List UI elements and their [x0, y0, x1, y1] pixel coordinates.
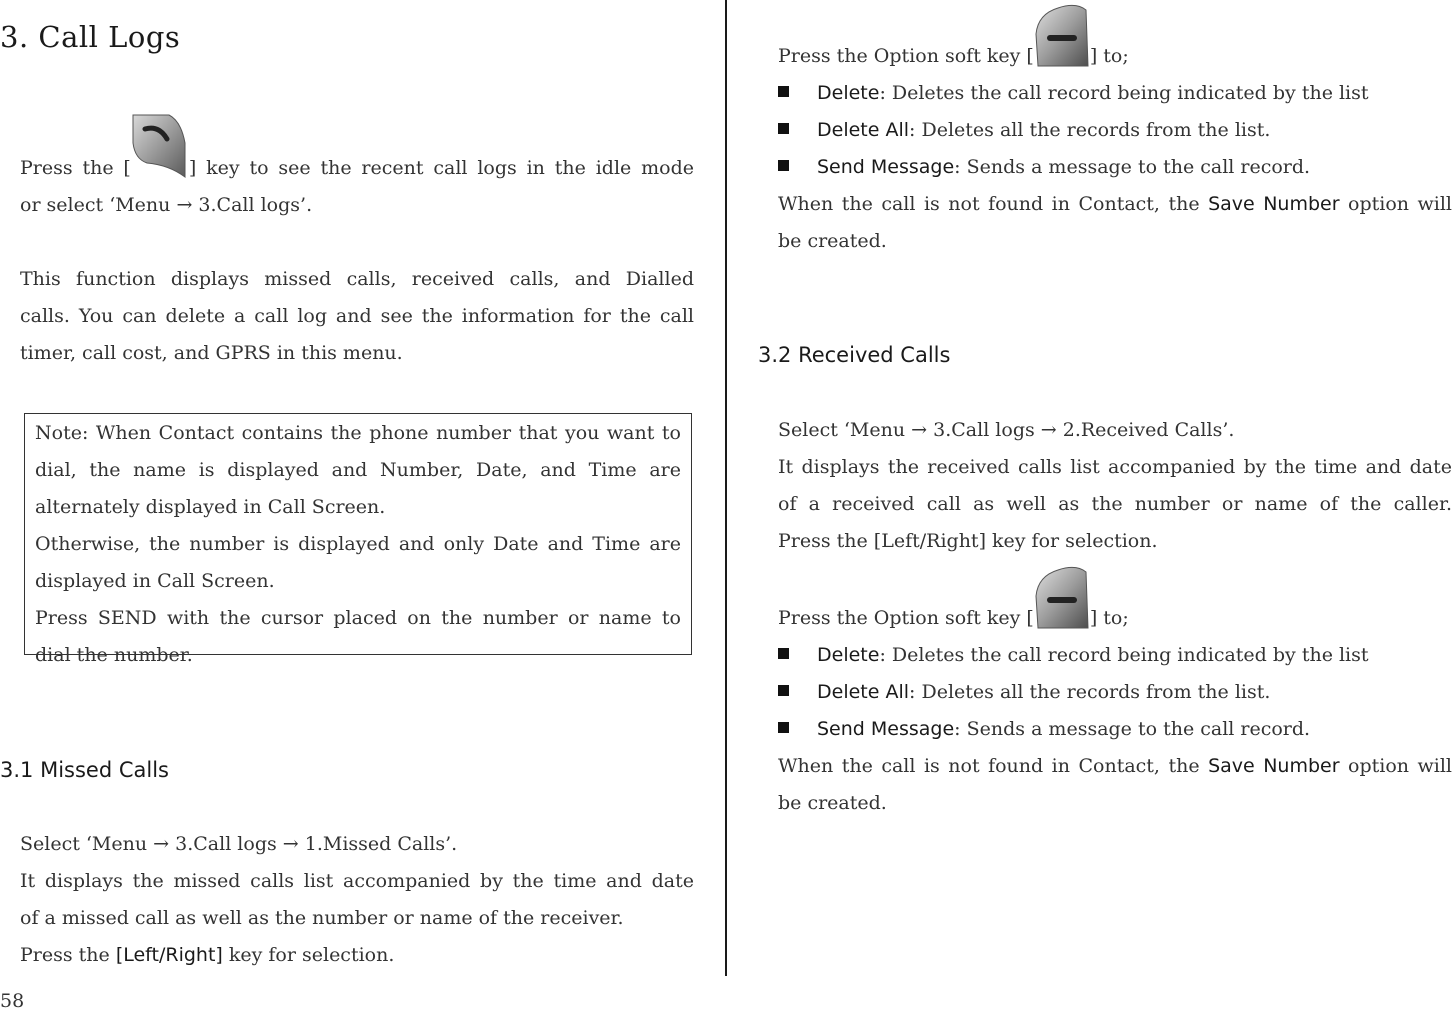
arrow-icon: →	[911, 419, 928, 441]
option-soft-key-icon	[1034, 38, 1090, 75]
page-number: 58	[0, 990, 25, 1012]
arrow-icon: →	[176, 194, 193, 216]
option-paragraph-received: Press the Option soft key [ ] to; Delete: Deletes the call record being indicated by the list Delete All: Deletes all the records from the list. Send Message: Sends a message to the call record. When the call is not found in Contact, the Save Number option will be created.	[778, 600, 1452, 822]
bullet-item: Send Message: Sends a message to the call record.	[778, 711, 1452, 748]
note-box: Note: When Contact contains the phone number that you want to dial, the name is displayed and Number, Date, and Time are alternately displayed in Call Screen. Otherwise, the number is displayed and only Date and Time are displayed in Call Screen. Press SEND with the cursor placed on the number or name to dial the number.	[24, 413, 692, 655]
intro-paragraph: Press the [ ] key to see the recent call logs in the idle mode or select ‘Menu → 3.Call logs’.	[20, 150, 694, 224]
bullet-item: Send Message: Sends a message to the call record.	[778, 149, 1452, 186]
description-paragraph: This function displays missed calls, received calls, and Dialled calls. You can delete a call log and see the information for the call timer, call cost, and GPRS in this menu.	[20, 268, 694, 364]
send-key-icon	[131, 150, 189, 187]
bullet-item: Delete: Deletes the call record being indicated by the list	[778, 75, 1452, 112]
bullet-square-icon	[778, 86, 789, 97]
bullet-square-icon	[778, 685, 789, 696]
missed-calls-heading: 3.1 Missed Calls	[0, 758, 169, 782]
arrow-icon: →	[282, 833, 299, 855]
option-soft-key-icon	[1034, 600, 1090, 637]
option-paragraph-top: Press the Option soft key [ ] to; Delete: Deletes the call record being indicated by the list Delete All: Deletes all the records from the list. Send Message: Sends a message to the call record. When the call is not found in Contact, the Save Number option will be created.	[778, 38, 1452, 260]
arrow-icon: →	[1040, 419, 1057, 441]
bullet-square-icon	[778, 123, 789, 134]
key-label: [Left/Right]	[115, 944, 223, 966]
bullet-square-icon	[778, 160, 789, 171]
bullet-item: Delete All: Deletes all the records from the list.	[778, 112, 1452, 149]
received-calls-heading: 3.2 Received Calls	[758, 343, 951, 367]
bullet-item: Delete: Deletes the call record being indicated by the list	[778, 637, 1452, 674]
section-title: 3. Call Logs	[0, 20, 181, 54]
bullet-square-icon	[778, 722, 789, 733]
bullet-item: Delete All: Deletes all the records from the list.	[778, 674, 1452, 711]
column-divider	[725, 0, 727, 976]
arrow-icon: →	[153, 833, 170, 855]
missed-calls-paragraph: Select ‘Menu → 3.Call logs → 1.Missed Calls’. It displays the missed calls list accompanied by the time and date of a missed call as well as the number or name of the receiver. Press the [Left/Right] key for selection.	[20, 833, 694, 966]
received-calls-paragraph: Select ‘Menu → 3.Call logs → 2.Received Calls’. It displays the received calls list accompanied by the time and date of a received call as well as the number or name of the caller. Press the [Left/Right] key for selection.	[778, 419, 1452, 552]
bullet-square-icon	[778, 648, 789, 659]
